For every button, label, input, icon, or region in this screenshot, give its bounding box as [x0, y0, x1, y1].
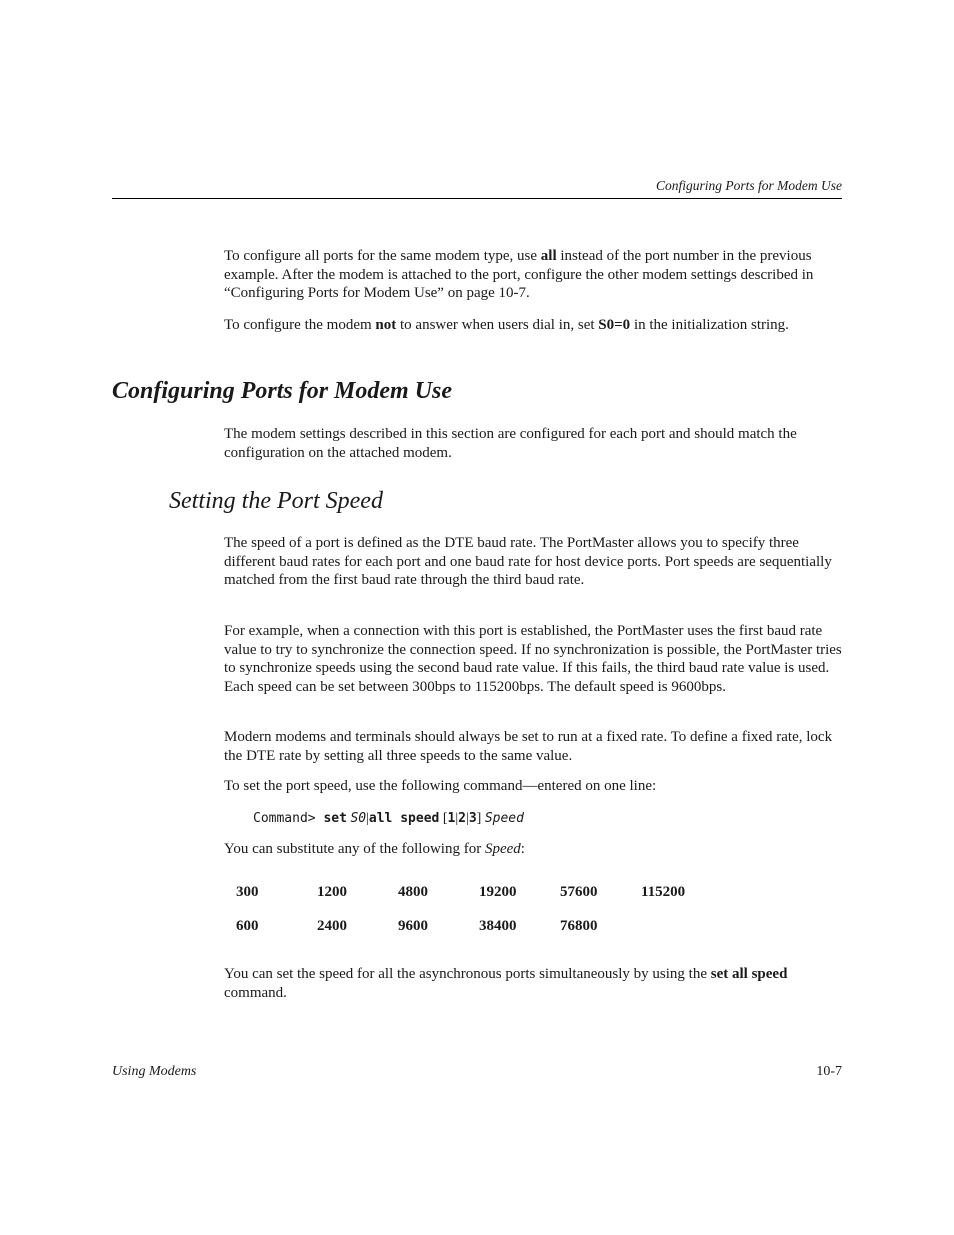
- command-pipe: |: [366, 811, 369, 826]
- intro-paragraph-2: [224, 316, 842, 335]
- text: Modern modems and terminals should always be set to run at a fixed rate. To define a fixed rate, lock the DTE rate by setting all three speeds to the same value.: [224, 729, 833, 764]
- speed-cell: [641, 918, 722, 952]
- command-bracket: [: [442, 811, 448, 826]
- speed-term: Speed: [484, 841, 521, 857]
- command-opt-3: 3: [468, 811, 477, 826]
- text: :: [520, 841, 525, 857]
- speed-paragraph-4: [224, 777, 842, 796]
- speed-paragraph-2: [224, 622, 842, 697]
- text: For example, when a connection with this port is established, the PortMaster uses the first baud rate value to try to synchronize the connection speed. If no synchronization is possible, the PortMaster tries to synchronize speeds using the second baud rate value. If this fails, the third baud rate value is used. Each speed can be set between 300bps to 115200bps. The default speed is 9600bps.: [224, 623, 842, 696]
- text: The speed of a port is defined as the DTE baud rate. The PortMaster allows you to specify three different baud rates for each port and one baud rate for host device ports. Port speeds are sequentially matched from the first baud rate through the third baud rate.: [224, 535, 832, 589]
- speed-values-table: [236, 884, 722, 952]
- command-set: set: [323, 811, 347, 826]
- speed-cell: 57600: [560, 884, 598, 900]
- speed-cell: 115200: [641, 884, 686, 900]
- keyword-all: all: [540, 248, 557, 264]
- speed-paragraph-5: [224, 840, 842, 859]
- keyword-not: not: [375, 317, 397, 333]
- text: To set the port speed, use the following command—entered on one line:: [224, 778, 657, 794]
- speed-paragraph-6: [224, 965, 814, 1002]
- command-s0: S0: [350, 811, 367, 826]
- command-syntax: [253, 809, 524, 829]
- subsection-heading: Setting the Port Speed: [169, 488, 383, 514]
- table-row: [236, 884, 722, 918]
- footer-page-number: 10-7: [816, 1064, 842, 1079]
- table-row: [236, 918, 722, 952]
- speed-paragraph-1: [224, 534, 842, 590]
- speed-cell: 600: [236, 918, 259, 934]
- speed-cell: 1200: [317, 884, 347, 900]
- text: command.: [224, 984, 287, 1001]
- command-opt-1: 1: [447, 811, 456, 826]
- section-paragraph: [224, 425, 842, 462]
- section-heading: Configuring Ports for Modem Use: [112, 378, 453, 404]
- command-prompt: Command>: [253, 811, 324, 826]
- speed-cell: 300: [236, 884, 259, 900]
- text: in the initialization string.: [630, 317, 789, 333]
- speed-cell: 76800: [560, 918, 598, 934]
- command-pipe: |: [466, 811, 469, 826]
- speed-cell: 19200: [479, 884, 517, 900]
- header-rule: [112, 198, 842, 199]
- keyword-set-all-speed: set all speed: [710, 966, 788, 982]
- intro-paragraph-1: [224, 247, 842, 303]
- text: You can substitute any of the following for: [224, 841, 485, 857]
- text: The modem settings described in this section are configured for each port and should match the configuration on the attached modem.: [224, 426, 797, 461]
- command-opt-2: 2: [458, 811, 466, 826]
- text: instead of the port number in the previous example. After the modem is attached to the port, configure the other modem settings described in “Configuring Ports for Modem Use” on page 10-7.: [224, 248, 814, 302]
- keyword-s0: S0=0: [598, 317, 631, 333]
- text: to answer when users dial in, set: [396, 317, 599, 333]
- text: To configure all ports for the same modem type, use: [224, 248, 541, 264]
- footer-chapter: Using Modems: [112, 1064, 197, 1079]
- running-header: Configuring Ports for Modem Use: [655, 178, 842, 193]
- command-all-speed: all speed: [368, 811, 440, 826]
- command-speed-arg: Speed: [484, 811, 524, 826]
- text: You can set the speed for all the asynchronous ports simultaneously by using the: [224, 966, 711, 982]
- text: To configure the modem: [224, 317, 376, 333]
- speed-cell: 38400: [479, 918, 517, 934]
- speed-cell: 4800: [398, 884, 428, 900]
- speed-cell: 9600: [398, 918, 428, 934]
- speed-cell: 2400: [317, 918, 347, 934]
- command-bracket: ]: [476, 811, 482, 826]
- speed-paragraph-3: [224, 728, 842, 765]
- command-pipe: |: [455, 811, 459, 826]
